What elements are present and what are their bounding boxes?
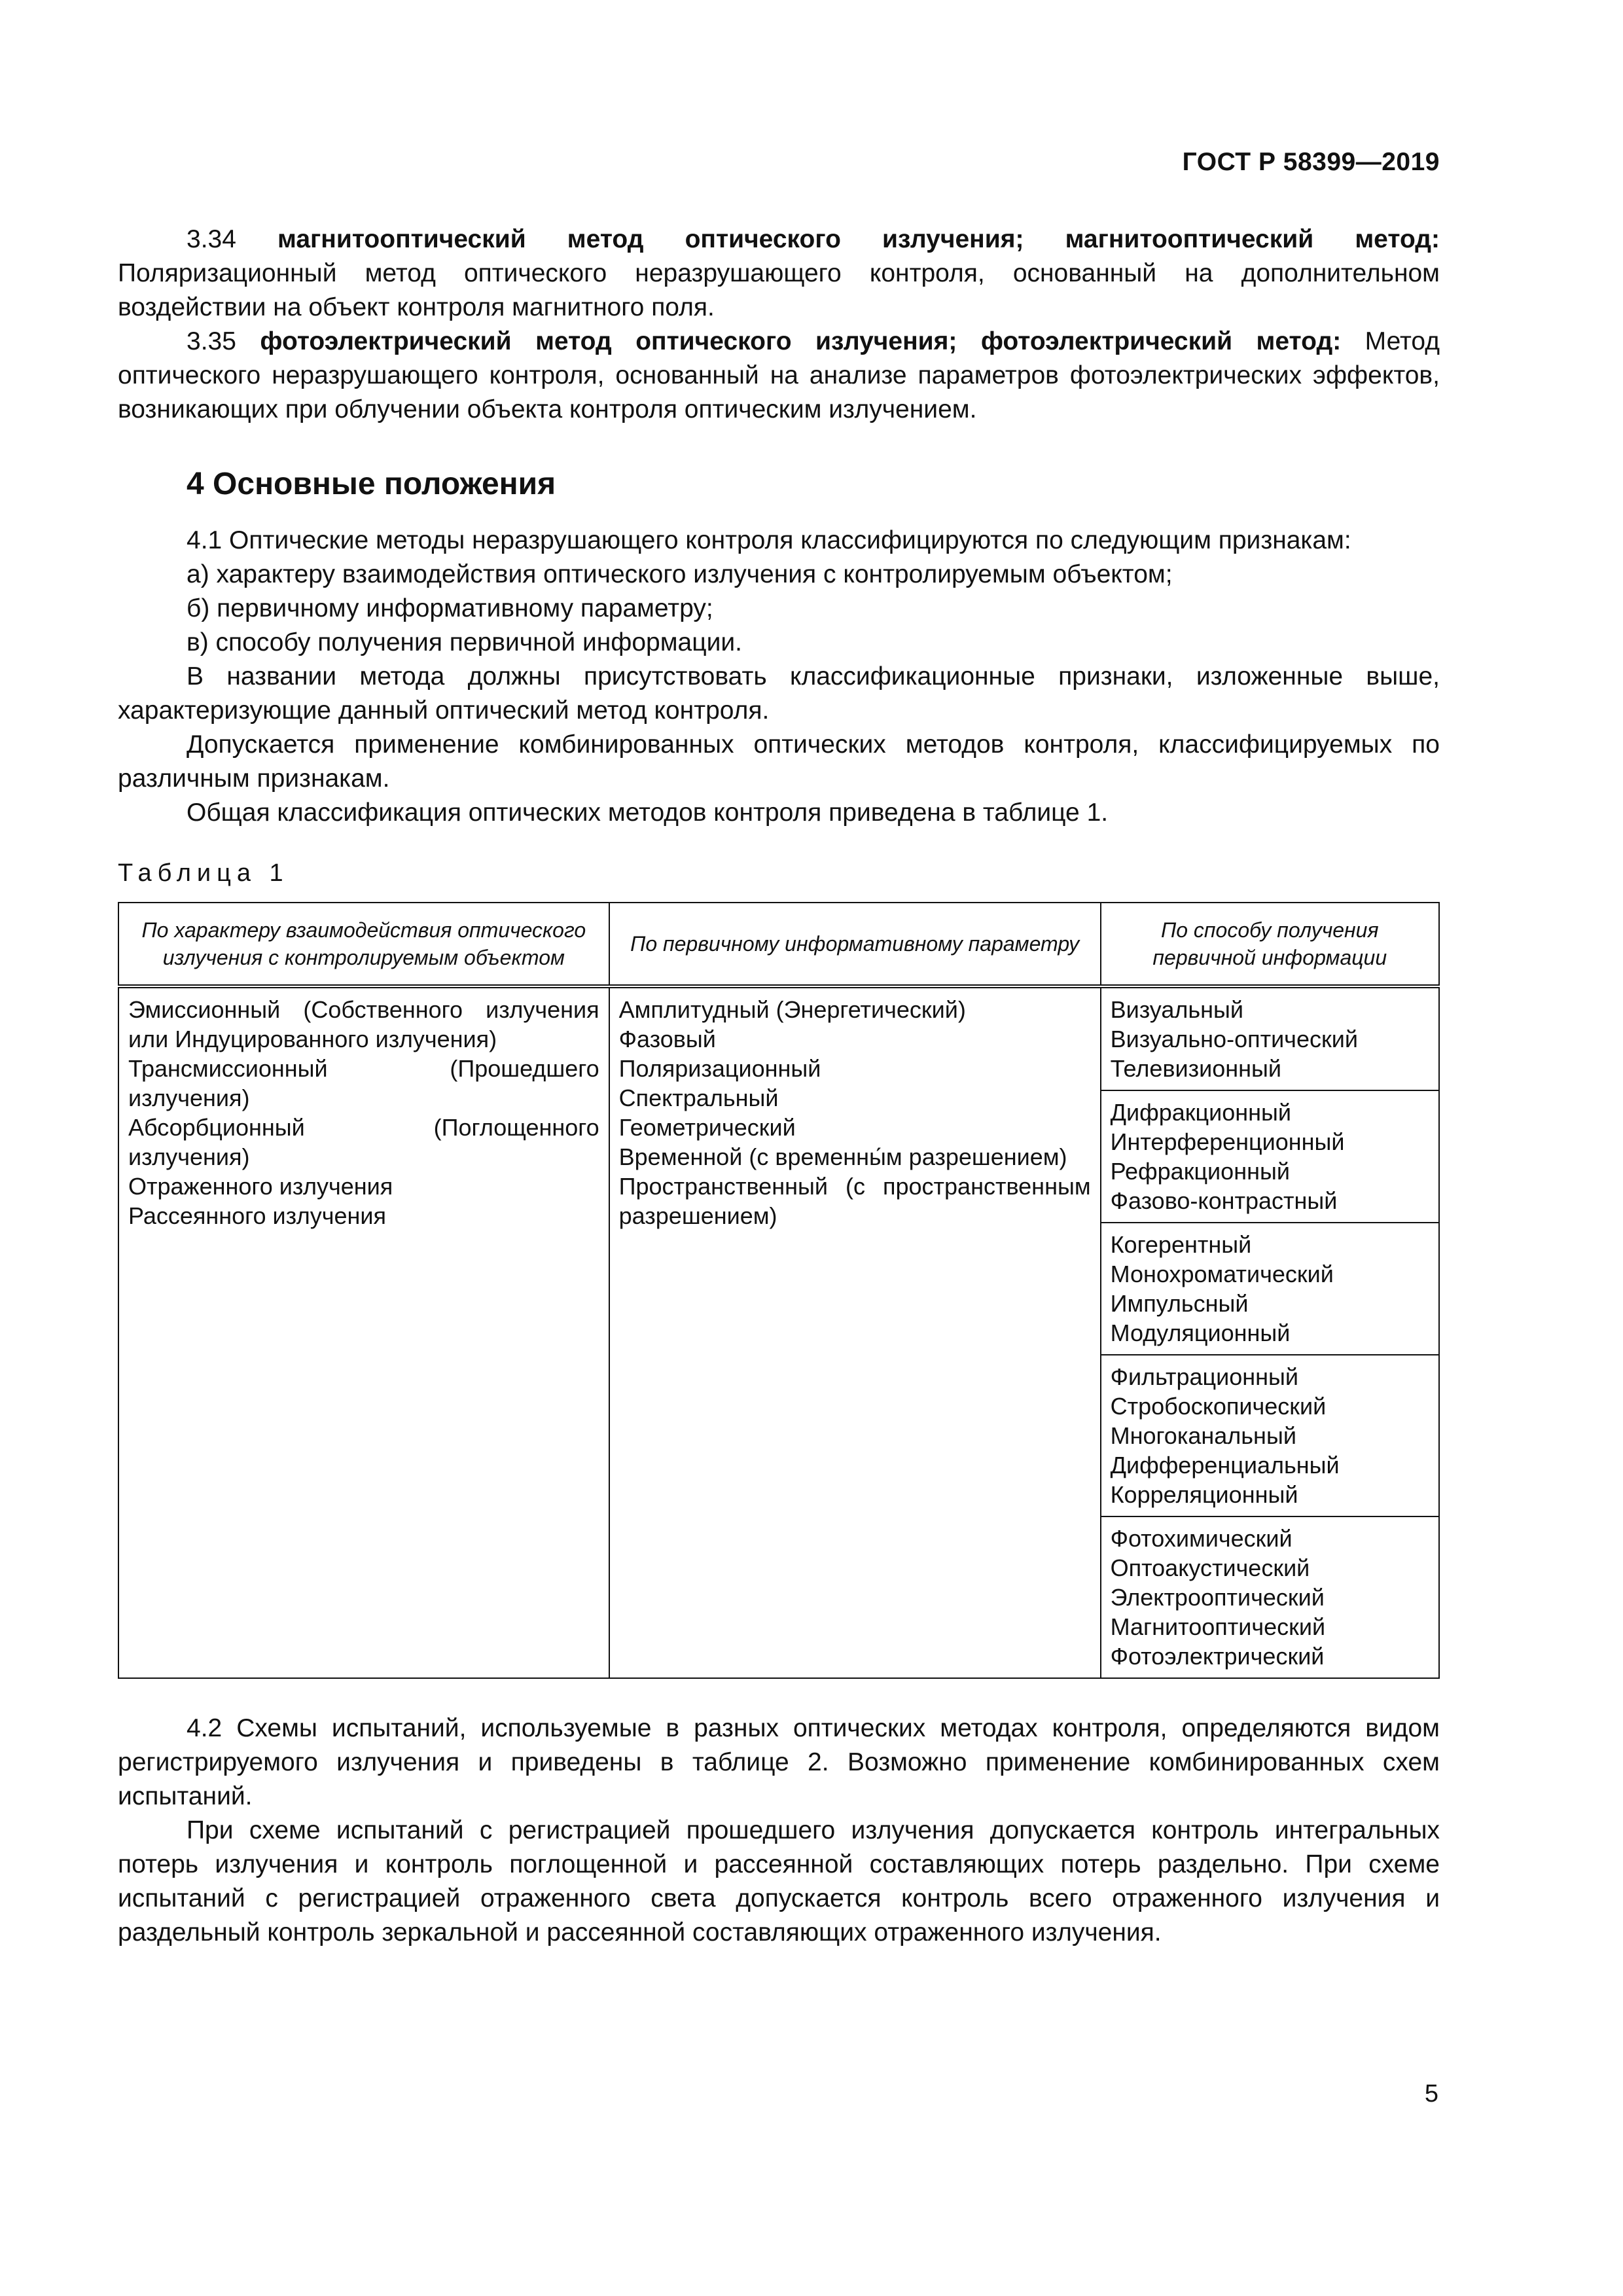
table-cell-method-group xyxy=(1101,1090,1439,1223)
clause-4-1: 4.1 Оптические методы неразрушающего контроля классифицируются по следующим признакам: xyxy=(187,526,1351,554)
cell-line: Корреляционный xyxy=(1110,1481,1298,1508)
cell-line: Поляризационный xyxy=(618,1055,821,1082)
paragraph-combined-methods: Допускается применение комбинированных оптических методов контроля, классифицируемых по различным признакам. xyxy=(118,730,1440,793)
classification-table xyxy=(118,902,1440,1679)
paragraph-test-schemes: При схеме испытаний с регистрацией прошедшего излучения допускается контроль интегральных потерь излучения и контроль поглощенной и рассеянной составляющих потерь раздельно. При схеме испытаний с регистрацией отраженного света допускается контроль всего отраженного излучения и раздельный контроль зеркальной и рассеянной составляющих отраженного излучения. xyxy=(118,1816,1440,1946)
cell-line: Многоканальный xyxy=(1110,1422,1296,1449)
clause-3-34 xyxy=(118,223,1440,325)
cell-line: Интерференционный xyxy=(1110,1128,1345,1155)
clause-definition: Поляризационный метод оптического неразрушающего контроля, основанный на дополнительном воздействии на объект контроля магнитного поля. xyxy=(118,259,1440,321)
cell-line: Рефракционный xyxy=(1110,1158,1290,1185)
cell-line: Трансмиссионный (Прошедшего излучения) xyxy=(128,1055,599,1111)
list-item: б) первичному информативному параметру; xyxy=(187,594,713,622)
cell-line: Импульсный xyxy=(1110,1290,1249,1317)
cell-line: Отраженного излучения xyxy=(128,1173,393,1200)
clause-term: фотоэлектрический метод оптического излучения; фотоэлектрический метод: xyxy=(260,327,1342,355)
cell-line: Магнитооптический xyxy=(1110,1613,1326,1640)
cell-line: Визуально-оптический xyxy=(1110,1026,1358,1052)
table-header-row xyxy=(118,903,1439,986)
page-number: 5 xyxy=(1424,2080,1438,2108)
cell-line: Модуляционный xyxy=(1110,1319,1291,1346)
table-cell-method-group xyxy=(1101,1223,1439,1355)
cell-line: Стробоскопический xyxy=(1110,1393,1327,1420)
list-item: в) способу получения первичной информации. xyxy=(187,628,742,656)
table-cell-method-group xyxy=(1101,1355,1439,1516)
cell-line: Фотохимический xyxy=(1110,1525,1293,1552)
cell-line: Пространственный (с пространственным разрешением) xyxy=(618,1173,1091,1229)
cell-line: Визуальный xyxy=(1110,996,1244,1023)
clause-number: 3.34 xyxy=(187,225,236,253)
cell-line: Геометрический xyxy=(618,1114,796,1141)
cell-line: Фильтрационный xyxy=(1110,1363,1299,1390)
table-cell-parameter xyxy=(609,986,1101,1678)
cell-line: Рассеянного излучения xyxy=(128,1202,386,1229)
cell-line: Когерентный xyxy=(1110,1231,1252,1258)
table-row xyxy=(118,986,1439,1090)
cell-line: Эмиссионный (Собственного излучения или Индуцированного излучения) xyxy=(128,996,599,1052)
section-title: 4 Основные положения xyxy=(187,467,556,501)
table-cell-interaction xyxy=(118,986,609,1678)
cell-line: Абсорбционный (Поглощенного излучения) xyxy=(128,1114,599,1170)
cell-line: Фотоэлектрический xyxy=(1110,1643,1325,1670)
cell-line: Фазово-контрастный xyxy=(1110,1187,1338,1214)
table-header-cell: По характеру взаимодействия оптического излучения с контролируемым объектом xyxy=(118,903,609,986)
clause-4-2: 4.2 Схемы испытаний, используемые в разных оптических методах контроля, определяются видом регистрируемого излучения и приведены в таблице 2. Возможно применение комбинированных схем испытаний. xyxy=(118,1714,1440,1810)
clause-definition: Метод оптического неразрушающего контроля, основанный на анализе параметров фотоэлектрических эффектов, возникающих при облучении объекта контроля оптическим излучением. xyxy=(118,327,1440,423)
cell-line: Оптоакустический xyxy=(1110,1554,1310,1581)
cell-line: Фазовый xyxy=(618,1026,716,1052)
table-cell-method-group xyxy=(1101,1516,1439,1678)
cell-line: Амплитудный (Энергетический) xyxy=(618,996,966,1023)
cell-line: Временной (с временны́м разрешением) xyxy=(618,1143,1067,1170)
cell-line: Телевизионный xyxy=(1110,1055,1282,1082)
paragraph-method-name: В названии метода должны присутствовать классификационные признаки, изложенные выше, характеризующие данный оптический метод контроля. xyxy=(118,662,1440,725)
cell-line: Дифференциальный xyxy=(1110,1452,1340,1479)
list-item: а) характеру взаимодействия оптического излучения с контролируемым объектом; xyxy=(187,560,1173,588)
page-content xyxy=(118,223,1440,1950)
clause-term: магнитооптический метод оптического излучения; магнитооптический метод: xyxy=(277,225,1440,253)
cell-line: Монохроматический xyxy=(1110,1261,1334,1287)
paragraph-general-classification: Общая классификация оптических методов контроля приведена в таблице 1. xyxy=(187,798,1109,827)
table-caption: Таблица 1 xyxy=(118,859,289,887)
cell-line: Электрооптический xyxy=(1110,1584,1325,1611)
standard-id-header: ГОСТ Р 58399—2019 xyxy=(1182,148,1440,176)
clause-3-35 xyxy=(118,325,1440,427)
cell-line: Спектральный xyxy=(618,1085,779,1111)
table-header-cell: По способу получения первичной информации xyxy=(1101,903,1439,986)
cell-line: Дифракционный xyxy=(1110,1099,1291,1126)
table-cell-method-group xyxy=(1101,986,1439,1090)
table-header-cell: По первичному информативному параметру xyxy=(609,903,1101,986)
clause-number: 3.35 xyxy=(187,327,236,355)
